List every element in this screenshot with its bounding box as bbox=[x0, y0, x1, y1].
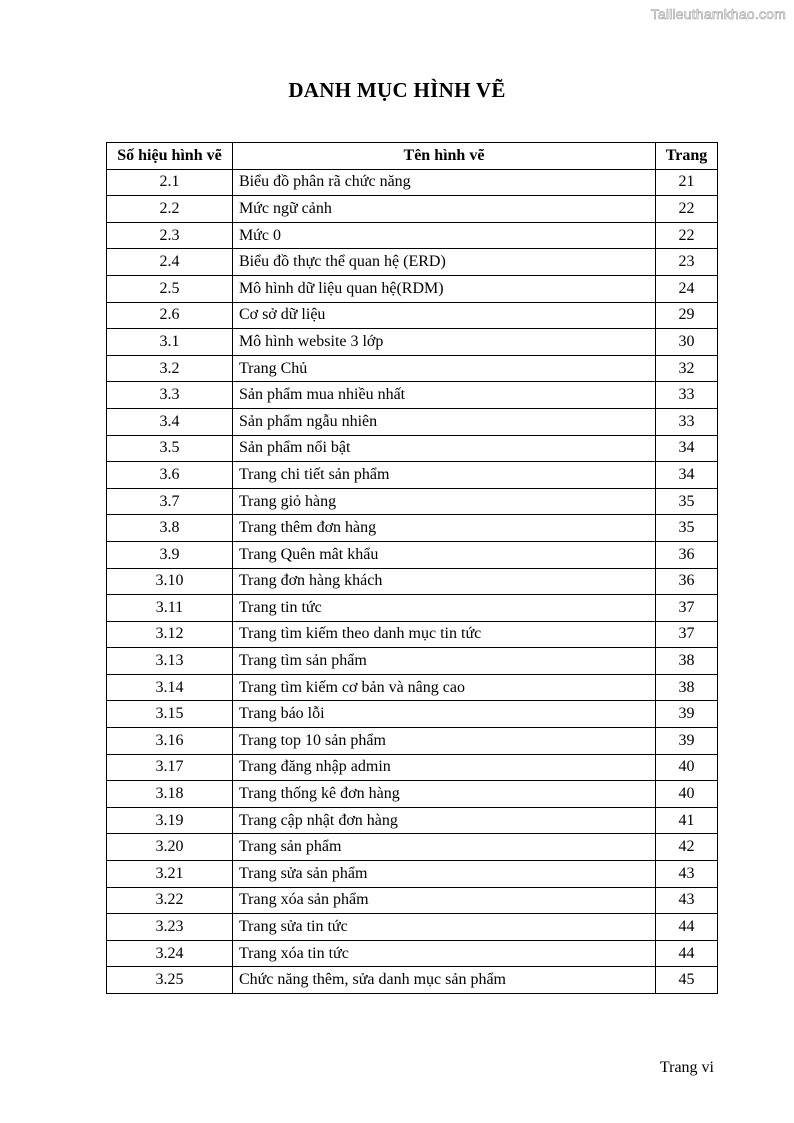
figure-number-cell: 3.2 bbox=[107, 355, 233, 382]
page-number-cell: 22 bbox=[656, 196, 718, 223]
page-number-cell: 21 bbox=[656, 169, 718, 196]
page-number-cell: 38 bbox=[656, 674, 718, 701]
page-number-cell: 41 bbox=[656, 807, 718, 834]
figure-name-cell: Trang tìm kiếm theo danh mục tin tức bbox=[232, 621, 655, 648]
figure-name-cell: Sản phẩm mua nhiều nhất bbox=[232, 382, 655, 409]
figure-number-cell: 3.19 bbox=[107, 807, 233, 834]
figure-number-cell: 3.24 bbox=[107, 940, 233, 967]
figure-name-cell: Trang sửa tin tức bbox=[232, 914, 655, 941]
figure-name-cell: Trang tìm kiếm cơ bản và nâng cao bbox=[232, 674, 655, 701]
page-number-cell: 36 bbox=[656, 568, 718, 595]
figure-number-cell: 3.21 bbox=[107, 861, 233, 888]
page-number-cell: 33 bbox=[656, 382, 718, 409]
table-row bbox=[107, 169, 718, 196]
table-row bbox=[107, 940, 718, 967]
figure-name-cell: Trang sản phẩm bbox=[232, 834, 655, 861]
figure-name-cell: Biểu đồ phân rã chức năng bbox=[232, 169, 655, 196]
page-number-cell: 44 bbox=[656, 914, 718, 941]
figure-name-cell: Mô hình website 3 lớp bbox=[232, 329, 655, 356]
table-row bbox=[107, 488, 718, 515]
table-row bbox=[107, 541, 718, 568]
table-row bbox=[107, 728, 718, 755]
table-row bbox=[107, 807, 718, 834]
table-row bbox=[107, 568, 718, 595]
page-number-cell: 33 bbox=[656, 408, 718, 435]
figure-name-cell: Biểu đồ thực thể quan hệ (ERD) bbox=[232, 249, 655, 276]
figure-number-cell: 3.17 bbox=[107, 754, 233, 781]
figure-name-cell: Sản phẩm nổi bật bbox=[232, 435, 655, 462]
table-row bbox=[107, 435, 718, 462]
figure-name-cell: Chức năng thêm, sửa danh mục sản phẩm bbox=[232, 967, 655, 994]
figure-number-cell: 3.11 bbox=[107, 595, 233, 622]
figure-number-cell: 3.22 bbox=[107, 887, 233, 914]
figure-name-cell: Trang sửa sản phẩm bbox=[232, 861, 655, 888]
figure-name-cell: Trang xóa sản phẩm bbox=[232, 887, 655, 914]
figure-number-cell: 3.15 bbox=[107, 701, 233, 728]
figure-name-cell: Trang thống kê đơn hàng bbox=[232, 781, 655, 808]
page-number-cell: 30 bbox=[656, 329, 718, 356]
table-row bbox=[107, 914, 718, 941]
page-number-cell: 37 bbox=[656, 621, 718, 648]
page-number-cell: 35 bbox=[656, 488, 718, 515]
figure-number-cell: 3.10 bbox=[107, 568, 233, 595]
table-row bbox=[107, 196, 718, 223]
figure-number-cell: 3.9 bbox=[107, 541, 233, 568]
figure-list-table bbox=[106, 142, 718, 994]
figure-number-cell: 2.3 bbox=[107, 222, 233, 249]
figure-name-cell: Trang Chủ bbox=[232, 355, 655, 382]
figure-number-cell: 2.4 bbox=[107, 249, 233, 276]
figure-number-cell: 2.5 bbox=[107, 275, 233, 302]
table-row bbox=[107, 834, 718, 861]
table-row bbox=[107, 674, 718, 701]
page-number: Trang vi bbox=[659, 1059, 714, 1076]
figure-number-cell: 3.6 bbox=[107, 462, 233, 489]
figure-number-cell: 3.20 bbox=[107, 834, 233, 861]
table-row bbox=[107, 781, 718, 808]
page-number-cell: 29 bbox=[656, 302, 718, 329]
figure-number-cell: 3.1 bbox=[107, 329, 233, 356]
figure-name-cell: Trang cập nhật đơn hàng bbox=[232, 807, 655, 834]
figure-number-cell: 3.12 bbox=[107, 621, 233, 648]
page-number-cell: 34 bbox=[656, 435, 718, 462]
figure-name-cell: Trang đăng nhập admin bbox=[232, 754, 655, 781]
figure-name-cell: Trang đơn hàng khách bbox=[232, 568, 655, 595]
page-number-cell: 40 bbox=[656, 781, 718, 808]
watermark: Tailieuthamkhao.com bbox=[650, 6, 786, 22]
table-row bbox=[107, 887, 718, 914]
figure-number-cell: 3.25 bbox=[107, 967, 233, 994]
page-number-cell: 35 bbox=[656, 515, 718, 542]
figure-name-cell: Trang Quên mât khẩu bbox=[232, 541, 655, 568]
table-row bbox=[107, 249, 718, 276]
page-number-cell: 38 bbox=[656, 648, 718, 675]
page-number-cell: 22 bbox=[656, 222, 718, 249]
page-number-cell: 39 bbox=[656, 701, 718, 728]
figure-name-cell: Trang xóa tin tức bbox=[232, 940, 655, 967]
figure-number-cell: 3.8 bbox=[107, 515, 233, 542]
table-row bbox=[107, 861, 718, 888]
table-row bbox=[107, 329, 718, 356]
figure-name-cell: Trang báo lỗi bbox=[232, 701, 655, 728]
page-number-cell: 43 bbox=[656, 861, 718, 888]
figure-number-cell: 3.16 bbox=[107, 728, 233, 755]
figure-name-cell: Trang thêm đơn hàng bbox=[232, 515, 655, 542]
header-figure-number: Số hiệu hình vẽ bbox=[107, 143, 233, 170]
table-row bbox=[107, 302, 718, 329]
figure-number-cell: 3.23 bbox=[107, 914, 233, 941]
page-number-cell: 44 bbox=[656, 940, 718, 967]
figure-name-cell: Mức 0 bbox=[232, 222, 655, 249]
page-number-cell: 34 bbox=[656, 462, 718, 489]
figure-number-cell: 2.1 bbox=[107, 169, 233, 196]
page-number-cell: 40 bbox=[656, 754, 718, 781]
figure-number-cell: 3.14 bbox=[107, 674, 233, 701]
table-row bbox=[107, 408, 718, 435]
figure-number-cell: 3.7 bbox=[107, 488, 233, 515]
table-row bbox=[107, 967, 718, 994]
table-body bbox=[107, 169, 718, 993]
table-row bbox=[107, 754, 718, 781]
figure-name-cell: Sản phẩm ngẫu nhiên bbox=[232, 408, 655, 435]
figure-number-cell: 3.4 bbox=[107, 408, 233, 435]
figure-number-cell: 3.5 bbox=[107, 435, 233, 462]
figure-number-cell: 3.13 bbox=[107, 648, 233, 675]
figure-number-cell: 2.2 bbox=[107, 196, 233, 223]
figure-name-cell: Trang tìm sản phẩm bbox=[232, 648, 655, 675]
table-row bbox=[107, 595, 718, 622]
figure-name-cell: Trang tin tức bbox=[232, 595, 655, 622]
figure-name-cell: Trang top 10 sản phẩm bbox=[232, 728, 655, 755]
page-number-cell: 23 bbox=[656, 249, 718, 276]
figure-number-cell: 3.3 bbox=[107, 382, 233, 409]
figure-number-cell: 3.18 bbox=[107, 781, 233, 808]
table-row bbox=[107, 701, 718, 728]
figure-name-cell: Trang chi tiết sản phẩm bbox=[232, 462, 655, 489]
table-row bbox=[107, 275, 718, 302]
page-number-cell: 43 bbox=[656, 887, 718, 914]
table-row bbox=[107, 462, 718, 489]
page-title: DANH MỤC HÌNH VẼ bbox=[288, 78, 506, 102]
figure-name-cell: Cơ sở dữ liệu bbox=[232, 302, 655, 329]
figure-name-cell: Trang giỏ hàng bbox=[232, 488, 655, 515]
table-row bbox=[107, 222, 718, 249]
table-row bbox=[107, 621, 718, 648]
table-row bbox=[107, 515, 718, 542]
page-number-cell: 37 bbox=[656, 595, 718, 622]
page-number-cell: 39 bbox=[656, 728, 718, 755]
page-number-cell: 24 bbox=[656, 275, 718, 302]
table-row bbox=[107, 355, 718, 382]
figure-name-cell: Mức ngữ cảnh bbox=[232, 196, 655, 223]
page-number-cell: 32 bbox=[656, 355, 718, 382]
table-row bbox=[107, 382, 718, 409]
page-number-cell: 42 bbox=[656, 834, 718, 861]
page-number-cell: 45 bbox=[656, 967, 718, 994]
header-page: Trang bbox=[656, 143, 718, 170]
figure-name-cell: Mô hình dữ liệu quan hệ(RDM) bbox=[232, 275, 655, 302]
table-row bbox=[107, 648, 718, 675]
table-header-row bbox=[107, 143, 718, 170]
figure-number-cell: 2.6 bbox=[107, 302, 233, 329]
header-figure-name: Tên hình vẽ bbox=[232, 143, 655, 170]
page-number-cell: 36 bbox=[656, 541, 718, 568]
